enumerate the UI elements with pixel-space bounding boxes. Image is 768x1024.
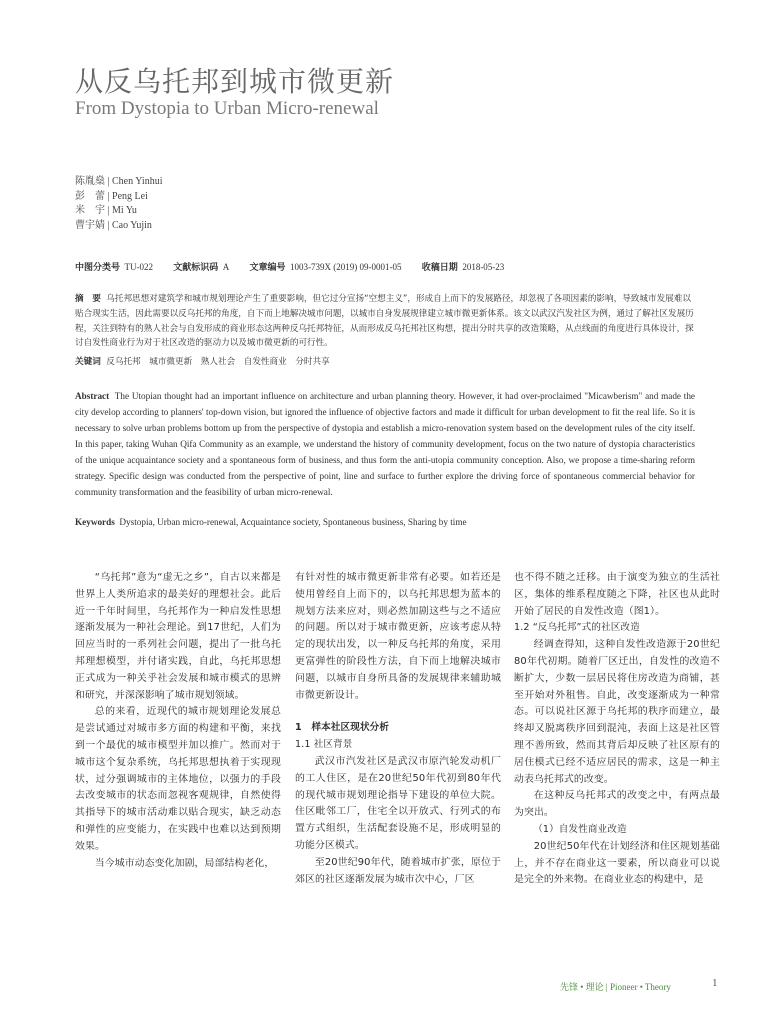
body-column-3 (514, 570, 720, 889)
abstract-en-text: The Utopian thought had an important influence on architecture and urban planning theory. However, it had over-proclaimed "Micawberism" and made the city develop according to planners' top-down vision, but ignored the influence of objective factors and made it difficult for urban development to fit the real life. So it is necessary to solve urban problems bottom up from the perspective of dystopia and establish a micro-renovation system based on the development rules of the city itself. In this paper, taking Wuhan Qifa Community as an example, we understand the history of community development, focus on the two nature of dystopia characteristics of the unique acquaintance society and a spontaneous form of business, and thus form the anti-utopia community conception. Also, we propose a time-sharing reform strategy. Specific design was conducted from the perspective of point, line and surface to further explore the driving force of spontaneous commercial behavior for community transformation and the feasibility of urban micro-renewal. (75, 391, 696, 497)
body-column-1 (75, 570, 281, 872)
keywords-cn (75, 355, 695, 367)
abstract-en (75, 388, 695, 500)
meta-doc-code: 文献标识码 A (173, 262, 230, 273)
body-column-2 (295, 570, 501, 888)
body-paragraph: 也不得不随之迁移。由于演变为独立的生活社区，集体的维系程度随之下降，社区也从此时开始了居民的自发性改造（图1）。 (514, 572, 720, 617)
body-paragraph: 经调查得知，这种自发性改造源于20世纪80年代初期。随着厂区迁出，自发性的改造不断扩大，少数一层居民将住房改造为商铺，甚至开始对外租售。自此，改变逐渐成为一种常态。可以说社区源于乌托邦的秩序而建立，最终却又脱离秩序回到混沌，表面上这是社区管理不善所致，然而其背后却反映了社区原有的居住模式已经不适应居民的需求，这是一种主动表乌托邦式的改变。 (514, 639, 720, 785)
keywords-cn-label: 关键词 (75, 357, 101, 367)
author-name-cn: 彭 蕾 (75, 190, 105, 202)
body-paragraph: 武汉市汽发社区是武汉市原汽轮发动机厂的工人住区，是在20世纪50年代初到80年代的现代城市规划理论指导下建设的单位大院。住区毗邻工厂，住宅全以开放式、行列式的布置方式组织，生活配套设施不足，形成明显的功能分区模式。 (295, 755, 501, 851)
body-paragraph: 至20世纪90年代，随着城市扩张，原位于郊区的社区逐渐发展为城市次中心，厂区 (295, 856, 501, 885)
body-paragraph: 总的来看，近现代的城市规划理论发展总是尝试通过对城市多方面的构建和平衡，来找到一个最优的城市模型并加以推广。然而对于城市这个复杂系统，乌托邦思想执着于实现现状，过分强调城市的主体地位，以强力的手段去改变城市的状态而忽视客观规律，自然使得其指导下的城市活动难以贴合现实，缺乏动态和弹性的应变能力，在实践中也难以达到预期效果。 (75, 706, 281, 852)
abstract-cn (75, 292, 695, 351)
meta-received-date: 收稿日期 2018-05-23 (421, 262, 505, 273)
author-row: 彭 蕾 | Peng Lei (75, 190, 148, 202)
author-name-cn: 米 宇 (75, 205, 105, 216)
author-name-en: Cao Yujin (112, 219, 152, 231)
page-number: 1 (712, 977, 718, 989)
author-name-cn: 陈胤燊 (75, 176, 105, 187)
author-name-en: Mi Yu (112, 205, 137, 216)
author-list (75, 175, 162, 233)
author-name-en: Chen Yinhui (112, 176, 163, 187)
abstract-cn-text: 乌托邦思想对建筑学和城市规划理论产生了重要影响，但它过分宣扬“空想主义”，形成自上而下的发展路径，却忽视了各项因素的影响，导致城市发展难以贴合现实生活，因此需要以反乌托邦的角度，自下而上地解决城市问题，以城市自身发展规律建立城市微更新体系。该文以武汉汽发社区为例，通过了解社区发展历程，关注到特有的熟人社会与自发形成的商业形态这两种反乌托邦特征，从而形成反乌托邦社区构想，提出分时共享的改造策略，从点线面的角度进行具体设计，探讨自发性商业行为对于社区改造的驱动力以及城市微更新的可行性。 (75, 294, 694, 349)
page-title: 从反乌托邦到城市微更新 (75, 65, 395, 98)
spacer (295, 704, 501, 720)
keywords-cn-text: 反乌托邦 城市微更新 熟人社会 自发性商业 分时共享 (106, 357, 330, 367)
body-paragraph: 20世纪50年代在计划经济和住区规划基础上，并不存在商业这一要素，所以商业可以说是完全的外来物。在商业业态的构建中，是 (514, 840, 720, 886)
subsection-heading: 1.1 社区背景 (295, 739, 353, 751)
author-name-en: Peng Lei (112, 190, 148, 202)
body-paragraph: 在这种反乌托邦式的改变之中，有两点最为突出。 (514, 790, 720, 819)
author-row: 米 宇 | Mi Yu (75, 205, 137, 216)
abstract-cn-label: 摘 要 (75, 294, 101, 304)
body-paragraph: 有针对性的城市微更新非常有必要。如若还是使用曾经自上而下的，以乌托邦思想为蓝本的规划方法来应对，则必然加剧这些与之不适应的问题。所以对于城市微更新，应该考虑从特定的现状出发，以一种反乌托邦的角度，采用更富弹性的阶段性方法，自下而上地解决城市问题，以城市自身所具备的发展规律来辅助城市微更新设计。 (295, 572, 501, 701)
body-paragraph: 当今城市动态变化加剧，局部结构老化， (94, 857, 275, 869)
abstract-en-label: Abstract (75, 391, 110, 401)
subsection-heading: 1.2 “反乌托邦”式的社区改造 (514, 622, 640, 634)
keywords-en (75, 517, 695, 527)
journal-footer: 先锋 • 理论 | Pioneer • Theory (560, 982, 671, 992)
keywords-en-label: Keywords (75, 517, 115, 527)
meta-article-number: 文章编号 1003-739X (2019) 09-0001-05 (249, 262, 402, 273)
article-meta (75, 260, 522, 273)
page-subtitle: From Dystopia to Urban Micro-renewal (75, 98, 379, 119)
keywords-en-text: Dystopia, Urban micro-renewal, Acquaintance society, Spontaneous business, Sharing by time (119, 517, 467, 527)
body-paragraph: “乌托邦”意为“虚无之乡”，自古以来都是世界上人类所追求的最美好的理想社会。此后近一千年时间里，乌托邦作为一种启发性思想逐渐发展为一种社会理论。到17世纪，人们为回应当时的一系列社会问题，提出了一批乌托邦理想模型，并付诸实践，自此，乌托邦思想正式成为一种关乎社会发展和城市模式的思辨和研究，并深深影响了城市规划领域。 (75, 572, 281, 701)
author-row: 曹宇婧 | Cao Yujin (75, 219, 152, 231)
author-row: 陈胤燊 | Chen Yinhui (75, 176, 163, 187)
meta-classification: 中图分类号 TU-022 (75, 262, 154, 273)
author-name-cn: 曹宇婧 (75, 219, 105, 231)
section-heading: 1 样本社区现状分析 (295, 722, 390, 734)
sub-item-heading: （1）自发性商业改造 (533, 823, 627, 835)
